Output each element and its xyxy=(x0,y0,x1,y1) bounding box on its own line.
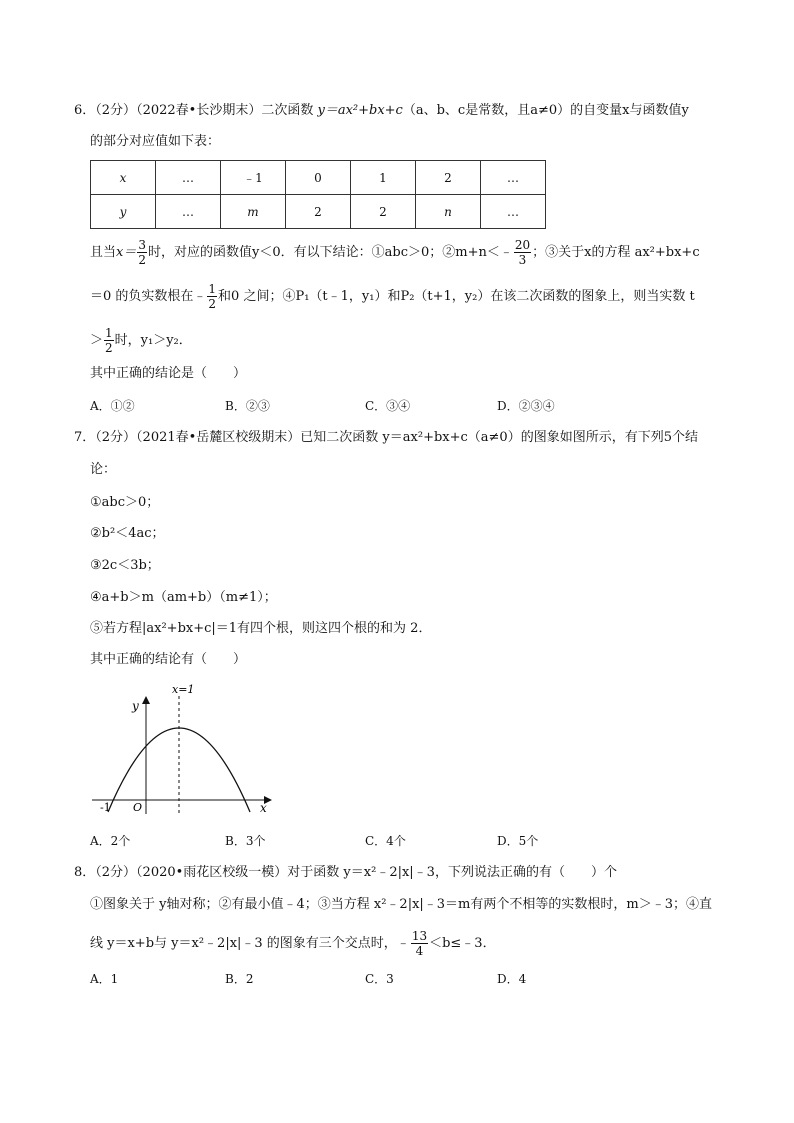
text-segment: x＝ xyxy=(116,245,137,260)
table-cell: 1 xyxy=(351,161,416,195)
fraction xyxy=(411,929,428,958)
q7-statement-1: ①abc＞0； xyxy=(90,495,160,510)
y-axis-label: y xyxy=(132,699,139,713)
table-cell: 0 xyxy=(286,161,351,195)
q7-statement-5: ⑤若方程|ax²+bx+c|＝1有四个根，则这四个根的和为 2． xyxy=(90,621,432,636)
q8-option-a[interactable]: A．1 xyxy=(90,972,119,986)
table-cell: … xyxy=(481,161,546,195)
q6-stem-b: 的部分对应值如下表： xyxy=(90,134,221,149)
table-cell: 2 xyxy=(351,195,416,229)
q8-number: 8． xyxy=(74,865,96,880)
q6-option-c[interactable]: C．③④ xyxy=(365,399,411,413)
q7-option-c[interactable]: C．4个 xyxy=(365,834,406,848)
symmetry-label: x=1 xyxy=(172,683,195,696)
table-cell: m xyxy=(221,195,286,229)
q8-option-d[interactable]: D．4 xyxy=(497,972,527,986)
origin-label: O xyxy=(133,801,143,814)
text-segment: ；③关于x的方程 ax²+bx+c xyxy=(532,245,700,260)
fraction-denominator: 2 xyxy=(105,341,113,355)
q7-line2: 论： xyxy=(90,462,117,477)
q8-line3 xyxy=(90,929,496,958)
neg-one-label: -1 xyxy=(100,801,111,814)
q7-option-a[interactable]: A．2个 xyxy=(90,834,131,848)
table-cell: 2 xyxy=(286,195,351,229)
q6-source: （2022春•长沙期末） xyxy=(136,103,262,118)
table-cell: ﹣1 xyxy=(221,161,286,195)
table-cell: … xyxy=(156,195,221,229)
fraction-denominator: 4 xyxy=(415,944,424,958)
q7-option-b[interactable]: B．3个 xyxy=(225,834,266,848)
fraction-numerator: 13 xyxy=(411,929,428,943)
table-cell: n xyxy=(416,195,481,229)
y-axis-arrow xyxy=(142,696,150,704)
q7-statement-3: ③2c＜3b； xyxy=(90,558,160,573)
q7-number: 7． xyxy=(74,430,96,445)
text-segment: ＞ xyxy=(90,333,104,348)
q6-option-a[interactable]: A．①② xyxy=(90,399,135,413)
fraction xyxy=(207,282,217,311)
fraction-denominator: 3 xyxy=(518,253,527,267)
fraction-denominator: 2 xyxy=(208,297,217,311)
q7-line1 xyxy=(74,429,698,447)
q6-line1 xyxy=(74,102,689,120)
q6-line4 xyxy=(90,282,695,311)
text-segment: ＜b≤﹣3． xyxy=(429,936,496,951)
q7-statement-2: ②b²＜4ac； xyxy=(90,526,165,541)
q8-option-b[interactable]: B．2 xyxy=(225,972,254,986)
q8-line2: ①图象关于 y轴对称；②有最小值﹣4；③当方程 x²﹣2|x|﹣3＝m有两个不相等的实数根时，m＞﹣3；④直 xyxy=(90,897,712,912)
fraction xyxy=(104,326,114,355)
q6-stem-a: 二次函数 xyxy=(261,103,314,118)
table-cell: 2 xyxy=(416,161,481,195)
q6-value-table xyxy=(90,160,546,229)
fraction-numerator: 3 xyxy=(138,238,146,252)
fraction xyxy=(137,238,147,267)
text-segment: 时，y₁＞y₂． xyxy=(114,333,192,348)
q8-option-c[interactable]: C．3 xyxy=(365,972,394,986)
table-cell: … xyxy=(481,195,546,229)
table-cell: … xyxy=(156,161,221,195)
q6-option-b[interactable]: B．②③ xyxy=(225,399,270,413)
q7-parabola-graph xyxy=(88,680,278,820)
table-row xyxy=(91,195,546,229)
q7-option-d[interactable]: D．5个 xyxy=(497,834,539,848)
q6-ask: 其中正确的结论是（ ） xyxy=(90,366,247,381)
q6-function: y＝ax²+bx+c xyxy=(317,103,403,118)
q7-statement-4: ④a+b＞m（am+b）（m≠1）； xyxy=(90,590,277,605)
q8-stem: （2分）（2020•雨花区校级一模）对于函数 y＝x²﹣2|x|﹣3，下列说法正确的有（ ）个 xyxy=(95,865,617,880)
fraction-numerator: 1 xyxy=(208,282,217,296)
q7-ask: 其中正确的结论有（ ） xyxy=(90,652,247,667)
text-segment: 线 y＝x+b与 y＝x²﹣2|x|﹣3 的图象有三个交点时，﹣ xyxy=(90,936,410,951)
fraction-numerator: 1 xyxy=(105,326,113,340)
x-axis-label: x xyxy=(260,801,267,815)
table-row xyxy=(91,161,546,195)
text-segment: 和0 之间；④P₁（t﹣1，y₁）和P₂（t+1，y₂）在该二次函数的图象上，则当实数 t xyxy=(218,289,695,304)
q6-condition: （a、b、c是常数，且a≠0）的自变量x与函数值y xyxy=(402,103,689,118)
fraction-denominator: 2 xyxy=(138,253,146,267)
fraction-numerator: 20 xyxy=(514,238,531,252)
table-cell: x xyxy=(91,161,156,195)
q8-line1 xyxy=(74,864,617,882)
table-cell: y xyxy=(91,195,156,229)
fraction xyxy=(514,238,531,267)
q6-line5 xyxy=(90,326,192,355)
text-segment: 且当 xyxy=(90,245,117,260)
q6-line3 xyxy=(90,238,700,267)
q6-option-d[interactable]: D．②③④ xyxy=(497,399,555,413)
q6-number: 6． xyxy=(74,103,96,118)
q6-score: （2分） xyxy=(95,103,137,118)
text-segment: ＝0 的负实数根在﹣ xyxy=(90,289,207,304)
text-segment: 时，对应的函数值y＜0．有以下结论：①abc＞0；②m+n＜﹣ xyxy=(148,245,513,260)
q7-stem: （2分）（2021春•岳麓区校级期末）已知二次函数 y＝ax²+bx+c（a≠0）的图象如图所示，有下列5个结 xyxy=(95,430,698,445)
